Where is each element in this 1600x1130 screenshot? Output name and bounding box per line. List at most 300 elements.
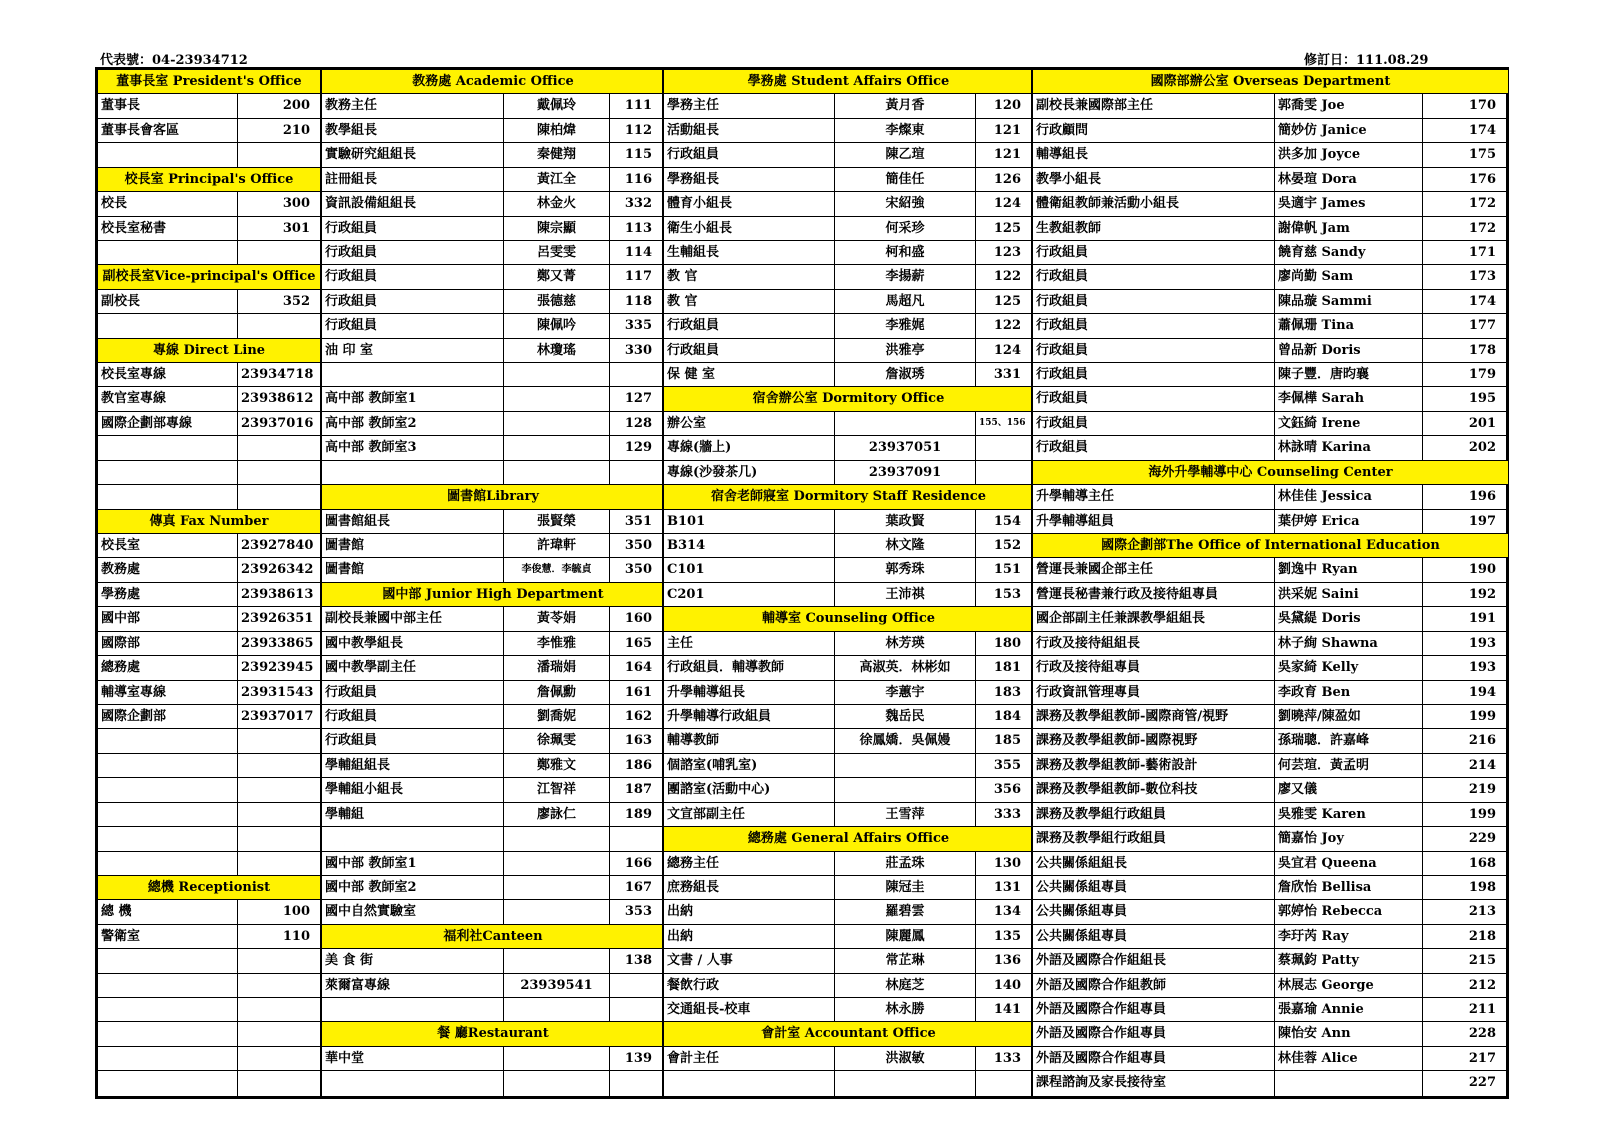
table-row: [1033, 925, 1508, 949]
cell-title: [98, 143, 238, 166]
table-row: [98, 412, 320, 436]
table-row: [664, 803, 1033, 827]
cell-extension: 121: [993, 122, 1021, 138]
cell-title: 校長室專線: [98, 363, 238, 386]
table-row: [664, 168, 1033, 192]
table-row: [98, 485, 320, 509]
cell-extension: 139: [624, 1050, 652, 1066]
cell-extension: 152: [993, 538, 1021, 554]
table-row: [1033, 607, 1508, 631]
table-row: [664, 632, 1033, 656]
cell-title: 外語及國際合作組組長: [1033, 949, 1275, 972]
cell-name: 李揚薪: [835, 265, 976, 288]
cell-extension: 116: [624, 171, 652, 187]
cell-name: 鄭雅文: [504, 754, 610, 777]
cell-title: 交通組長-校車: [664, 998, 835, 1021]
cell-extension: 134: [993, 904, 1021, 920]
table-row: [1033, 168, 1508, 192]
table-row: [1033, 558, 1508, 582]
cell-extension: [238, 485, 320, 508]
cell-name: 何采珍: [835, 217, 976, 240]
cell-extension: [610, 998, 662, 1021]
table-row: [664, 339, 1033, 363]
cell-name: 李惟雅: [504, 632, 610, 655]
cell-extension: 300: [282, 196, 310, 212]
table-row: [1033, 314, 1508, 338]
cell-name: [835, 754, 976, 777]
cell-title: 教 官: [664, 290, 835, 313]
cell-title: 副校長兼國中部主任: [322, 607, 504, 630]
cell-extension: 211: [1468, 1002, 1496, 1018]
cell-extension: 130: [993, 855, 1021, 871]
cell-name: 吳宜君 Queena: [1275, 852, 1423, 875]
cell-title: 公共關係組組長: [1033, 852, 1275, 875]
cell-extension: [238, 998, 320, 1021]
cell-extension: 124: [993, 196, 1021, 212]
cell-title: 油 印 室: [322, 339, 504, 362]
table-row: [1033, 387, 1508, 411]
table-row: [664, 363, 1033, 387]
cell-title: 學輔組: [322, 803, 504, 826]
cell-title: 行政資訊管理專員: [1033, 681, 1275, 704]
cell-title: 註冊組長: [322, 168, 504, 191]
table-row: [98, 534, 320, 558]
cell-name: 李玗芮 Ray: [1275, 925, 1423, 948]
cell-extension: 218: [1468, 928, 1496, 944]
table-row: [98, 143, 320, 167]
cell-name: [835, 1071, 976, 1095]
cell-title: 圖書館組長: [322, 510, 504, 533]
cell-name: 洪采妮 Saini: [1275, 583, 1423, 606]
cell-extension: 185: [993, 733, 1021, 749]
table-row: [1033, 241, 1508, 265]
cell-extension: 173: [1468, 269, 1496, 285]
cell-title: 外語及國際合作組專員: [1033, 998, 1275, 1021]
cell-title: [322, 827, 504, 850]
cell-title: 輔導教師: [664, 729, 835, 752]
cell-extension: 194: [1468, 684, 1496, 700]
cell-name: 陳宗顯: [504, 217, 610, 240]
cell-title: 國際企劃部專線: [98, 412, 238, 435]
table-row: [98, 461, 320, 485]
cell-title: 公共關係組專員: [1033, 900, 1275, 923]
cell-extension: 123: [993, 244, 1021, 260]
section-header: 傳真 Fax Number: [98, 510, 320, 534]
table-row: [322, 974, 664, 998]
table-row: [322, 827, 664, 851]
cell-extension: 174: [1468, 122, 1496, 138]
section-header: 總機 Receptionist: [98, 876, 320, 900]
cell-extension: 350: [624, 562, 652, 578]
table-row: [1033, 265, 1508, 289]
table-row: [322, 949, 664, 973]
table-row: [98, 192, 320, 216]
table-row: [664, 265, 1033, 289]
cell-extension: 330: [624, 342, 652, 358]
cell-extension: 135: [993, 928, 1021, 944]
cell-extension: 23937017: [241, 708, 314, 724]
cell-extension: 215: [1468, 953, 1496, 969]
cell-name: 陳佩吟: [504, 314, 610, 337]
cell-extension: 23931543: [241, 684, 314, 700]
cell-name: 劉曉萍/陳盈如: [1275, 705, 1423, 728]
cell-title: 行政及接待組專員: [1033, 656, 1275, 679]
cell-name: 黃江全: [504, 168, 610, 191]
table-row: [1033, 900, 1508, 924]
cell-name: 李蕙宇: [835, 681, 976, 704]
cell-title: [98, 852, 238, 875]
section-header: 會計室 Accountant Office: [664, 1022, 1033, 1046]
cell-title: 董事長會客區: [98, 119, 238, 142]
cell-extension: 219: [1468, 782, 1496, 798]
cell-extension: 162: [624, 708, 652, 724]
cell-name: 洪多加 Joyce: [1275, 143, 1423, 166]
cell-title: 課務及教學組教師-國際視野: [1033, 729, 1275, 752]
section-header: 教務處 Academic Office: [322, 70, 664, 94]
table-row: [98, 363, 320, 387]
table-row: [664, 1047, 1033, 1071]
table-row: [1033, 510, 1508, 534]
column-academic-office-group: [320, 70, 664, 1096]
cell-extension: 229: [1468, 831, 1496, 847]
table-row: [98, 656, 320, 680]
table-row: [664, 534, 1033, 558]
cell-extension: [610, 363, 662, 386]
cell-title: [98, 827, 238, 850]
table-row: [1033, 94, 1508, 118]
cell-title: 總 機: [98, 900, 238, 923]
cell-name: [504, 900, 610, 923]
table-row: [322, 119, 664, 143]
cell-extension: 331: [993, 367, 1021, 383]
cell-name: 詹佩勳: [504, 681, 610, 704]
cell-extension: [238, 974, 320, 997]
table-row: [98, 998, 320, 1022]
column-student-affairs-group: [662, 70, 1033, 1096]
cell-name: 廖又儀: [1275, 778, 1423, 801]
cell-extension: 165: [624, 635, 652, 651]
cell-title: 升學輔導行政組員: [664, 705, 835, 728]
cell-title: 衛生小組長: [664, 217, 835, 240]
cell-extension: 186: [624, 757, 652, 773]
table-row: [664, 558, 1033, 582]
cell-extension: 129: [624, 440, 652, 456]
cell-name: [835, 778, 976, 801]
cell-name: 林佳蓉 Alice: [1275, 1047, 1423, 1070]
cell-name: [504, 876, 610, 899]
cell-extension: 133: [993, 1050, 1021, 1066]
table-row: [1033, 754, 1508, 778]
cell-title: 課程諮詢及家長接待室: [1033, 1071, 1275, 1095]
cell-name: 林佳佳 Jessica: [1275, 485, 1423, 508]
cell-name: 秦健翔: [504, 143, 610, 166]
cell-title: 學輔組小組長: [322, 778, 504, 801]
cell-name: 戴佩玲: [504, 94, 610, 117]
cell-title: 校長室: [98, 534, 238, 557]
cell-extension: [610, 461, 662, 484]
cell-title: 外語及國際合作組專員: [1033, 1047, 1275, 1070]
cell-extension: [976, 461, 1031, 484]
cell-name: 莊孟珠: [835, 852, 976, 875]
cell-name: 黃苓娟: [504, 607, 610, 630]
cell-extension: 100: [282, 904, 310, 920]
table-row: [98, 583, 320, 607]
table-row: [322, 290, 664, 314]
cell-title: 餐飲行政: [664, 974, 835, 997]
cell-extension: 151: [993, 562, 1021, 578]
cell-title: [98, 754, 238, 777]
table-row: [664, 876, 1033, 900]
section-header: 國際部辦公室 Overseas Department: [1033, 70, 1508, 94]
table-row: [322, 876, 664, 900]
cell-name: 文鈺綺 Irene: [1275, 412, 1423, 435]
cell-title: 行政組員: [1033, 265, 1275, 288]
cell-extension: [238, 754, 320, 777]
cell-extension: 212: [1468, 977, 1496, 993]
cell-title: 國中教學組長: [322, 632, 504, 655]
cell-name: 林庭芝: [835, 974, 976, 997]
cell-extension: [976, 436, 1031, 459]
table-row: [1033, 1047, 1508, 1071]
cell-extension: 213: [1468, 904, 1496, 920]
cell-title: [98, 778, 238, 801]
table-row: [664, 705, 1033, 729]
cell-name: 鄭又菁: [504, 265, 610, 288]
section-header: 副校長室Vice-principal's Office: [98, 265, 320, 289]
cell-extension: 217: [1468, 1050, 1496, 1066]
cell-title: 營運長秘書兼行政及接待組專員: [1033, 583, 1275, 606]
cell-title: [98, 1022, 238, 1045]
cell-name: 林金火: [504, 192, 610, 215]
cell-title: 保 健 室: [664, 363, 835, 386]
cell-title: 學務主任: [664, 94, 835, 117]
cell-name: 陳品璇 Sammi: [1275, 290, 1423, 313]
cell-title: 個諮室(哺乳室): [664, 754, 835, 777]
section-header: 宿舍辦公室 Dormitory Office: [664, 387, 1033, 411]
cell-title: [98, 461, 238, 484]
cell-extension: 141: [993, 1002, 1021, 1018]
cell-title: 校長室秘書: [98, 217, 238, 240]
cell-title: 國際企劃部: [98, 705, 238, 728]
table-row: [322, 656, 664, 680]
cell-title: 外語及國際合作組專員: [1033, 1022, 1275, 1045]
section-header: 福利社Canteen: [322, 925, 664, 949]
cell-extension: 122: [993, 318, 1021, 334]
cell-title: 教務主任: [322, 94, 504, 117]
cell-name: 劉逸中 Ryan: [1275, 558, 1423, 581]
table-row: [98, 387, 320, 411]
cell-name: [504, 1047, 610, 1070]
cell-extension: 113: [624, 220, 652, 236]
cell-name: 李雅娓: [835, 314, 976, 337]
cell-name: 柯和盛: [835, 241, 976, 264]
table-row: [664, 729, 1033, 753]
cell-extension: 227: [1468, 1075, 1496, 1091]
table-row: [664, 681, 1033, 705]
cell-extension: 23933865: [241, 635, 314, 651]
cell-name: [504, 949, 610, 972]
table-row: [98, 681, 320, 705]
cell-title: 國中部: [98, 607, 238, 630]
cell-name: 吳雅雯 Karen: [1275, 803, 1423, 826]
table-row: [322, 705, 664, 729]
table-row: [664, 778, 1033, 802]
table-row: [98, 729, 320, 753]
cell-name: 饒育慈 Sandy: [1275, 241, 1423, 264]
table-row: [98, 241, 320, 265]
table-row: [98, 949, 320, 973]
cell-extension: 124: [993, 342, 1021, 358]
cell-name: [504, 412, 610, 435]
cell-extension: 136: [993, 953, 1021, 969]
table-row: [322, 265, 664, 289]
cell-name: 呂雯雯: [504, 241, 610, 264]
table-row: [98, 852, 320, 876]
cell-name: 許瑋軒: [504, 534, 610, 557]
table-row: [1033, 949, 1508, 973]
cell-extension: 155、156: [979, 417, 1026, 428]
cell-title: [322, 998, 504, 1021]
cell-title: 高中部 教師室1: [322, 387, 504, 410]
cell-title: 副校長: [98, 290, 238, 313]
cell-extension: 356: [993, 782, 1021, 798]
cell-title: C201: [664, 583, 835, 606]
cell-title: 實驗研究組組長: [322, 143, 504, 166]
cell-extension: 23926351: [241, 611, 314, 627]
cell-title: 國中部 教師室2: [322, 876, 504, 899]
cell-name: [504, 998, 610, 1021]
cell-extension: 191: [1468, 611, 1496, 627]
cell-title: [98, 485, 238, 508]
table-row: [322, 998, 664, 1022]
cell-title: 課務及教學組教師-國際商管/視野: [1033, 705, 1275, 728]
cell-title: 出納: [664, 925, 835, 948]
table-row: [1033, 998, 1508, 1022]
cell-title: 學務組長: [664, 168, 835, 191]
cell-extension: 196: [1468, 489, 1496, 505]
cell-name: 潘瑞娟: [504, 656, 610, 679]
section-header: 學務處 Student Affairs Office: [664, 70, 1033, 94]
cell-name: 陳麗鳳: [835, 925, 976, 948]
cell-name: 何芸瑄．黃孟明: [1275, 754, 1423, 777]
cell-title: 輔導組長: [1033, 143, 1275, 166]
cell-title: [98, 803, 238, 826]
cell-extension: 166: [624, 855, 652, 871]
cell-extension: 355: [993, 757, 1021, 773]
table-row: [322, 729, 664, 753]
table-row: [322, 534, 664, 558]
table-row: [1033, 1071, 1508, 1095]
cell-name: 洪雅亭: [835, 339, 976, 362]
cell-extension: 193: [1468, 635, 1496, 651]
cell-name: 張德慈: [504, 290, 610, 313]
table-row: [664, 1071, 1033, 1095]
cell-extension: [610, 974, 662, 997]
cell-title: 行政組員: [322, 290, 504, 313]
cell-name: 23937091: [835, 461, 976, 484]
table-row: [322, 510, 664, 534]
cell-extension: 170: [1468, 98, 1496, 114]
cell-extension: [238, 852, 320, 875]
cell-name: 廖詠仁: [504, 803, 610, 826]
cell-name: 吳黛緹 Doris: [1275, 607, 1423, 630]
table-row: [664, 290, 1033, 314]
cell-title: [322, 363, 504, 386]
cell-name: 徐珮雯: [504, 729, 610, 752]
cell-name: 李燦東: [835, 119, 976, 142]
cell-title: 輔導室專線: [98, 681, 238, 704]
cell-title: [98, 241, 238, 264]
cell-extension: 164: [624, 660, 652, 676]
cell-name: 23939541: [504, 974, 610, 997]
cell-extension: 351: [624, 513, 652, 529]
cell-title: 升學輔導組員: [1033, 510, 1275, 533]
cell-extension: 160: [624, 611, 652, 627]
table-row: [1033, 632, 1508, 656]
cell-title: 公共關係組專員: [1033, 876, 1275, 899]
cell-extension: 163: [624, 733, 652, 749]
cell-title: 國際部: [98, 632, 238, 655]
cell-extension: 178: [1468, 342, 1496, 358]
cell-title: 課務及教學組教師-數位科技: [1033, 778, 1275, 801]
cell-title: 行政組員: [322, 705, 504, 728]
table-row: [98, 1047, 320, 1071]
cell-title: 圖書館: [322, 534, 504, 557]
section-header: 輔導室 Counseling Office: [664, 607, 1033, 631]
cell-title: 體衛組教師兼活動小組長: [1033, 192, 1275, 215]
column-presidents-office-group: [98, 70, 320, 1096]
cell-extension: 23923945: [241, 660, 314, 676]
cell-title: 升學輔導主任: [1033, 485, 1275, 508]
table-row: [1033, 412, 1508, 436]
cell-title: 華中堂: [322, 1047, 504, 1070]
table-row: [322, 387, 664, 411]
cell-title: 學輔組組長: [322, 754, 504, 777]
table-row: [98, 94, 320, 118]
cell-extension: 127: [624, 391, 652, 407]
cell-extension: 125: [993, 293, 1021, 309]
table-row: [1033, 290, 1508, 314]
cell-extension: 117: [624, 269, 652, 285]
cell-title: 警衛室: [98, 925, 238, 948]
cell-name: [504, 387, 610, 410]
cell-extension: 350: [624, 538, 652, 554]
cell-title: 升學輔導組長: [664, 681, 835, 704]
cell-extension: 140: [993, 977, 1021, 993]
cell-name: [504, 436, 610, 459]
table-row: [1033, 705, 1508, 729]
cell-extension: 199: [1468, 708, 1496, 724]
table-row: [98, 1022, 320, 1046]
table-row: [1033, 143, 1508, 167]
cell-title: 庶務組長: [664, 876, 835, 899]
cell-extension: 125: [993, 220, 1021, 236]
cell-extension: 199: [1468, 806, 1496, 822]
cell-extension: 23926342: [241, 562, 314, 578]
cell-extension: 23938612: [241, 391, 314, 407]
table-row: [98, 632, 320, 656]
cell-title: 課務及教學組行政組員: [1033, 827, 1275, 850]
cell-name: 林子絢 Shawna: [1275, 632, 1423, 655]
table-row: [664, 192, 1033, 216]
table-row: [664, 583, 1033, 607]
cell-title: 董事長: [98, 94, 238, 117]
cell-title: 行政組員: [1033, 241, 1275, 264]
cell-title: 行政組員: [664, 314, 835, 337]
cell-name: 廖尚勤 Sam: [1275, 265, 1423, 288]
table-row: [1033, 485, 1508, 509]
cell-title: 教學組長: [322, 119, 504, 142]
